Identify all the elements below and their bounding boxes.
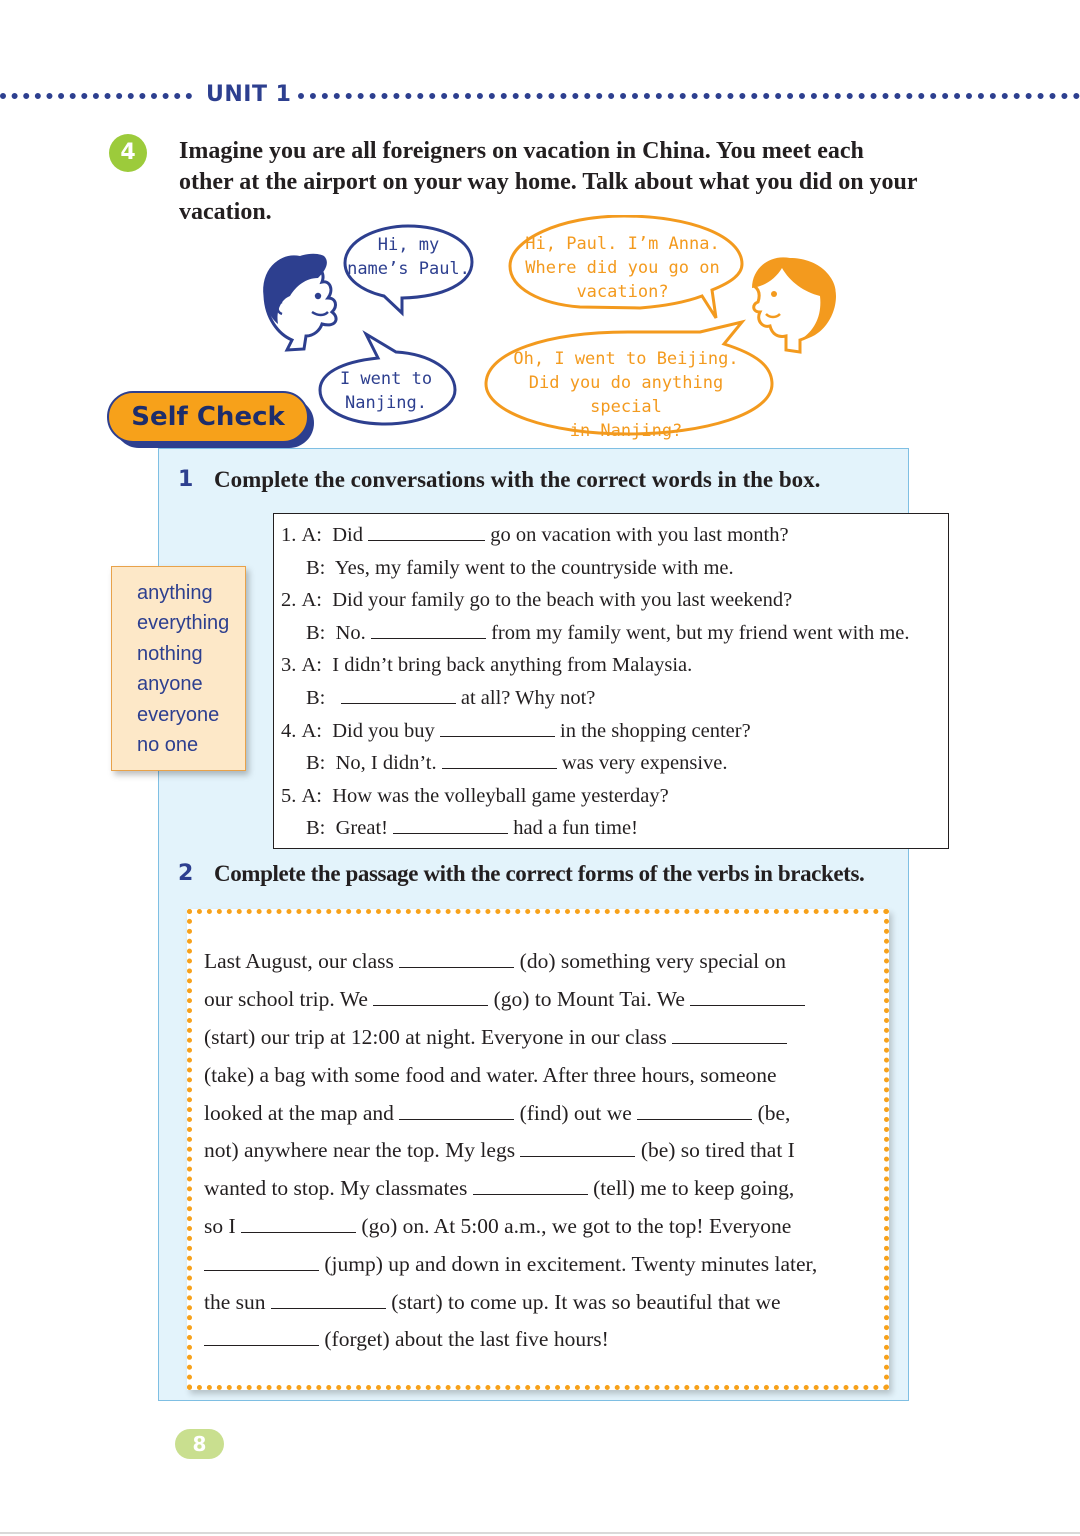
unit-title: UNIT 1 <box>206 82 292 107</box>
conversation-line: 4. A: Did you buy in the shopping center? <box>281 720 751 742</box>
passage-line <box>204 1250 817 1278</box>
passage-text-segment: (jump) up and down in excitement. Twenty minutes later, <box>319 1252 818 1276</box>
passage-text-segment: the sun <box>204 1290 271 1314</box>
conversation-line: B: No, I didn’t. was very expensive. <box>306 752 728 774</box>
passage-text-segment: (tell) me to keep going, <box>587 1176 795 1200</box>
answer-blank[interactable] <box>672 1025 787 1044</box>
answer-blank[interactable] <box>204 1327 319 1346</box>
page-number: 8 <box>175 1429 224 1459</box>
answer-blank[interactable] <box>520 1138 635 1157</box>
word-item: everything <box>137 612 230 634</box>
answer-blank[interactable] <box>371 620 486 639</box>
activity-4-badge: 4 <box>109 134 147 172</box>
conversation-line: 5. A: How was the volleyball game yesterday? <box>281 785 669 807</box>
header-dots-left <box>0 93 192 99</box>
activity-4-instruction: Imagine you are all foreigners on vacation in China. You meet each other at the airport on your way home. Talk about what you did on your vacation. <box>179 138 918 225</box>
answer-blank[interactable] <box>473 1176 588 1195</box>
passage-text-segment: our school trip. We <box>204 987 374 1011</box>
passage-text-segment: not) anywhere near the top. My legs <box>204 1138 521 1162</box>
passage-line <box>204 1288 781 1316</box>
passage-line <box>204 1212 791 1240</box>
anna-bubble-2-text: Oh, I went to Beijing. Did you do anything special in Nanjing? <box>513 349 739 441</box>
conversation-line: 1. A: Did go on vacation with you last month? <box>281 524 789 546</box>
answer-blank[interactable] <box>637 1101 752 1120</box>
passage-line <box>204 1061 777 1089</box>
answer-blank[interactable] <box>241 1214 356 1233</box>
passage-text-segment: looked at the map and <box>204 1101 400 1125</box>
word-box <box>111 566 246 771</box>
conversation-line: B: No. from my family went, but my friend went with me. <box>306 622 910 644</box>
word-item: nothing <box>137 643 203 665</box>
section-2-instruction: Complete the passage with the correct forms of the verbs in brackets. <box>214 861 865 886</box>
answer-blank[interactable] <box>393 815 508 834</box>
conversation-line: B: Great! had a fun time! <box>306 817 638 839</box>
passage-text-segment: (do) something very special on <box>514 949 786 973</box>
bottom-rule <box>0 1532 1080 1534</box>
section-1-instruction: Complete the conversations with the correct words in the box. <box>214 467 821 492</box>
answer-blank[interactable] <box>399 949 514 968</box>
passage-text-segment: (be) so tired that I <box>635 1138 795 1162</box>
anna-bubble-1-text: Hi, Paul. I’m Anna. Where did you go on vacation? <box>525 234 720 302</box>
passage-text-segment: Last August, our class <box>204 949 400 973</box>
section-2-number: 2 <box>178 861 194 886</box>
passage-text-segment: (forget) about the last five hours! <box>319 1327 609 1351</box>
word-item: no one <box>137 734 199 756</box>
passage-line <box>204 985 805 1013</box>
answer-blank[interactable] <box>690 987 805 1006</box>
word-item: anyone <box>137 673 203 695</box>
passage-text-segment: (be, <box>752 1101 791 1125</box>
answer-blank[interactable] <box>341 685 456 704</box>
passage-line <box>204 1023 787 1051</box>
passage-line <box>204 1099 790 1127</box>
passage-text-segment: (find) out we <box>514 1101 638 1125</box>
conversation-line: B: at all? Why not? <box>306 687 596 709</box>
header-dots-right <box>298 93 1080 99</box>
answer-blank[interactable] <box>399 1101 514 1120</box>
anna-face-icon <box>752 257 836 352</box>
self-check-banner: Self Check <box>107 391 309 443</box>
paul-bubble-2-text: I went to Nanjing. <box>339 369 433 413</box>
section-1-number: 1 <box>178 467 194 492</box>
answer-blank[interactable] <box>373 987 488 1006</box>
paul-face-icon <box>264 254 336 350</box>
passage-text-segment: (start) our trip at 12:00 at night. Everyone in our class <box>204 1025 673 1049</box>
answer-blank[interactable] <box>440 718 555 737</box>
passage-text-segment: so I <box>204 1214 242 1238</box>
passage-line <box>204 1136 795 1164</box>
answer-blank[interactable] <box>442 750 557 769</box>
passage-text-segment: (start) to come up. It was so beautiful that we <box>385 1290 781 1314</box>
conversation-line: B: Yes, my family went to the countryside with me. <box>306 557 734 579</box>
answer-blank[interactable] <box>271 1290 386 1309</box>
passage-text-segment: (take) a bag with some food and water. After three hours, someone <box>204 1063 777 1087</box>
passage-line <box>204 1174 794 1202</box>
conversation-line: 3. A: I didn’t bring back anything from Malaysia. <box>281 654 693 676</box>
answer-blank[interactable] <box>368 522 485 541</box>
passage-line <box>204 947 786 975</box>
word-item: everyone <box>137 704 220 726</box>
passage-text-segment: wanted to stop. My classmates <box>204 1176 473 1200</box>
answer-blank[interactable] <box>204 1252 319 1271</box>
passage-text-segment: (go) on. At 5:00 a.m., we got to the top! Everyone <box>356 1214 792 1238</box>
word-item: anything <box>137 582 213 604</box>
passage-text-segment: (go) to Mount Tai. We <box>488 987 691 1011</box>
passage-line <box>204 1325 609 1353</box>
paul-bubble-1-text: Hi, my name’s Paul. <box>347 235 470 279</box>
conversation-line: 2. A: Did your family go to the beach with you last weekend? <box>281 589 793 611</box>
